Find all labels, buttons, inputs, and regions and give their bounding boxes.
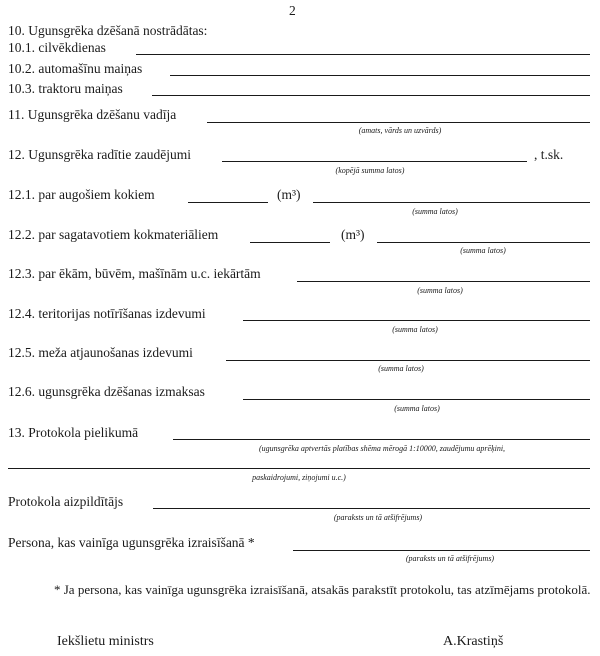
item-12-1-volume-field[interactable] [188,202,268,203]
item-10-3-field[interactable] [152,95,590,96]
section-13-field-2[interactable] [8,468,590,469]
section-11-caption: (amats, vārds un uzvārds) [358,126,442,135]
item-12-4-caption: (summa latos) [392,325,438,334]
item-10-2-field[interactable] [170,75,590,76]
section-11-label: 11. Ugunsgrēka dzēšanu vadīja [8,107,177,122]
item-10-3-label: 10.3. traktoru maiņas [8,81,123,96]
section-11-field[interactable] [207,122,590,123]
section-13-caption-2: paskaidrojumi, ziņojumi u.c.) [252,473,346,482]
section-12-label: 12. Ugunsgrēka radītie zaudējumi [8,147,191,162]
filler-signature-field[interactable] [153,508,590,509]
item-12-2-sum-field[interactable] [377,242,590,243]
filler-label: Protokola aizpildītājs [8,494,124,509]
item-12-1-sum-field[interactable] [313,202,590,203]
item-12-6-label: 12.6. ugunsgrēka dzēšanas izmaksas [8,384,205,399]
item-10-1-field[interactable] [136,54,590,55]
item-10-1-label: 10.1. cilvēkdienas [8,40,106,55]
item-12-5-caption: (summa latos) [378,364,424,373]
item-12-1-unit: (m³) [277,187,301,202]
item-12-2-caption: (summa latos) [460,246,506,255]
section-10-title: 10. Ugunsgrēka dzēšanā nostrādātas: [8,23,208,38]
page-number: 2 [289,3,296,18]
item-12-6-field[interactable] [243,399,590,400]
person-signature-field[interactable] [293,550,590,551]
item-12-5-field[interactable] [226,360,590,361]
item-12-1-caption: (summa latos) [412,207,458,216]
section-13-label: 13. Protokola pielikumā [8,425,139,440]
person-label: Persona, kas vainīga ugunsgrēka izraisīšanā * [8,535,255,550]
item-12-4-field[interactable] [243,320,590,321]
footnote: * Ja persona, kas vainīga ugunsgrēka izraisīšanā, atsakās parakstīt protokolu, tas atzīmējams protokolā. [54,582,591,597]
section-12-suffix: , t.sk. [534,147,564,162]
item-12-3-label: 12.3. par ēkām, būvēm, mašīnām u.c. iekārtām [8,266,261,281]
item-12-2-label: 12.2. par sagatavotiem kokmateriāliem [8,227,219,242]
section-12-caption: (kopējā summa latos) [335,166,405,175]
item-12-3-caption: (summa latos) [417,286,463,295]
item-12-4-label: 12.4. teritorijas notīrīšanas izdevumi [8,306,206,321]
person-caption: (paraksts un tā atšifrējums) [405,554,495,563]
minister-name: A.Krastiņš [443,634,504,649]
section-13-caption-1: (ugunsgrēka aptvertās platības shēma mērogā 1:10000, zaudējumu aprēķini, [258,444,506,453]
item-12-2-unit: (m³) [341,227,365,242]
section-12-total-field[interactable] [222,161,527,162]
item-12-5-label: 12.5. meža atjaunošanas izdevumi [8,345,193,360]
item-10-2-label: 10.2. automašīnu maiņas [8,61,143,76]
filler-caption: (paraksts un tā atšifrējums) [333,513,423,522]
minister-title: Iekšlietu ministrs [57,634,154,649]
item-12-3-field[interactable] [297,281,590,282]
item-12-2-volume-field[interactable] [250,242,330,243]
item-12-1-label: 12.1. par augošiem kokiem [8,187,155,202]
section-13-field-1[interactable] [173,439,590,440]
item-12-6-caption: (summa latos) [394,404,440,413]
